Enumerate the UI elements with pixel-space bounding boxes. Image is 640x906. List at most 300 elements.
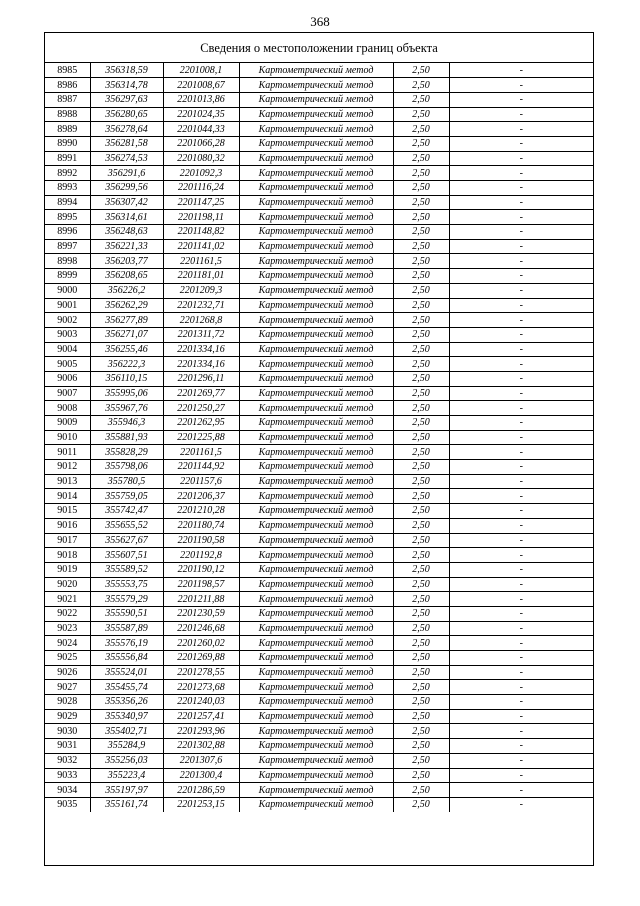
x-coordinate-cell: 356291,6 bbox=[90, 166, 163, 181]
accuracy-cell: 2,50 bbox=[393, 474, 449, 489]
accuracy-cell: 2,50 bbox=[393, 724, 449, 739]
point-number-cell: 9031 bbox=[45, 739, 90, 754]
method-cell: Картометрический метод bbox=[239, 225, 393, 240]
table-row bbox=[45, 195, 593, 210]
x-coordinate-cell: 355197,97 bbox=[90, 783, 163, 798]
point-number-cell: 9024 bbox=[45, 636, 90, 651]
point-number-cell: 8986 bbox=[45, 78, 90, 93]
accuracy-cell: 2,50 bbox=[393, 592, 449, 607]
x-coordinate-cell: 356222,3 bbox=[90, 357, 163, 372]
table-row bbox=[45, 665, 593, 680]
description-cell: - bbox=[449, 562, 593, 577]
accuracy-cell: 2,50 bbox=[393, 562, 449, 577]
table-row bbox=[45, 122, 593, 137]
y-coordinate-cell: 2201293,96 bbox=[163, 724, 239, 739]
y-coordinate-cell: 2201198,11 bbox=[163, 210, 239, 225]
accuracy-cell: 2,50 bbox=[393, 460, 449, 475]
table-row bbox=[45, 445, 593, 460]
x-coordinate-cell: 355223,4 bbox=[90, 768, 163, 783]
y-coordinate-cell: 2201278,55 bbox=[163, 665, 239, 680]
table-row bbox=[45, 210, 593, 225]
y-coordinate-cell: 2201157,6 bbox=[163, 474, 239, 489]
method-cell: Картометрический метод bbox=[239, 210, 393, 225]
description-cell: - bbox=[449, 606, 593, 621]
method-cell: Картометрический метод bbox=[239, 651, 393, 666]
method-cell: Картометрический метод bbox=[239, 665, 393, 680]
accuracy-cell: 2,50 bbox=[393, 357, 449, 372]
description-cell: - bbox=[449, 416, 593, 431]
method-cell: Картометрический метод bbox=[239, 548, 393, 563]
method-cell: Картометрический метод bbox=[239, 416, 393, 431]
x-coordinate-cell: 356278,64 bbox=[90, 122, 163, 137]
point-number-cell: 9018 bbox=[45, 548, 90, 563]
description-cell: - bbox=[449, 665, 593, 680]
y-coordinate-cell: 2201232,71 bbox=[163, 298, 239, 313]
y-coordinate-cell: 2201250,27 bbox=[163, 401, 239, 416]
method-cell: Картометрический метод bbox=[239, 474, 393, 489]
description-cell: - bbox=[449, 342, 593, 357]
point-number-cell: 8987 bbox=[45, 92, 90, 107]
method-cell: Картометрический метод bbox=[239, 283, 393, 298]
accuracy-cell: 2,50 bbox=[393, 665, 449, 680]
y-coordinate-cell: 2201116,24 bbox=[163, 181, 239, 196]
accuracy-cell: 2,50 bbox=[393, 181, 449, 196]
x-coordinate-cell: 355798,06 bbox=[90, 460, 163, 475]
point-number-cell: 9006 bbox=[45, 371, 90, 386]
method-cell: Картометрический метод bbox=[239, 239, 393, 254]
point-number-cell: 8998 bbox=[45, 254, 90, 269]
description-cell: - bbox=[449, 210, 593, 225]
accuracy-cell: 2,50 bbox=[393, 210, 449, 225]
x-coordinate-cell: 356297,63 bbox=[90, 92, 163, 107]
page-number: 368 bbox=[310, 14, 330, 29]
description-cell: - bbox=[449, 254, 593, 269]
y-coordinate-cell: 2201307,6 bbox=[163, 753, 239, 768]
accuracy-cell: 2,50 bbox=[393, 63, 449, 78]
method-cell: Картометрический метод bbox=[239, 386, 393, 401]
accuracy-cell: 2,50 bbox=[393, 533, 449, 548]
table-row bbox=[45, 651, 593, 666]
table-row bbox=[45, 298, 593, 313]
table-row bbox=[45, 695, 593, 710]
method-cell: Картометрический метод bbox=[239, 489, 393, 504]
x-coordinate-cell: 356277,89 bbox=[90, 313, 163, 328]
x-coordinate-cell: 355356,26 bbox=[90, 695, 163, 710]
point-number-cell: 8992 bbox=[45, 166, 90, 181]
description-cell: - bbox=[449, 166, 593, 181]
method-cell: Картометрический метод bbox=[239, 269, 393, 284]
method-cell: Картометрический метод bbox=[239, 181, 393, 196]
description-cell: - bbox=[449, 107, 593, 122]
x-coordinate-cell: 355607,51 bbox=[90, 548, 163, 563]
accuracy-cell: 2,50 bbox=[393, 298, 449, 313]
table-row bbox=[45, 225, 593, 240]
accuracy-cell: 2,50 bbox=[393, 107, 449, 122]
accuracy-cell: 2,50 bbox=[393, 313, 449, 328]
table-row bbox=[45, 239, 593, 254]
x-coordinate-cell: 356299,56 bbox=[90, 181, 163, 196]
point-number-cell: 9021 bbox=[45, 592, 90, 607]
description-cell: - bbox=[449, 460, 593, 475]
x-coordinate-cell: 355655,52 bbox=[90, 518, 163, 533]
point-number-cell: 9033 bbox=[45, 768, 90, 783]
table-row bbox=[45, 254, 593, 269]
method-cell: Картометрический метод bbox=[239, 518, 393, 533]
table-row bbox=[45, 753, 593, 768]
accuracy-cell: 2,50 bbox=[393, 371, 449, 386]
y-coordinate-cell: 2201141,02 bbox=[163, 239, 239, 254]
accuracy-cell: 2,50 bbox=[393, 416, 449, 431]
accuracy-cell: 2,50 bbox=[393, 92, 449, 107]
accuracy-cell: 2,50 bbox=[393, 166, 449, 181]
accuracy-cell: 2,50 bbox=[393, 753, 449, 768]
y-coordinate-cell: 2201269,77 bbox=[163, 386, 239, 401]
point-number-cell: 9022 bbox=[45, 606, 90, 621]
table-row bbox=[45, 313, 593, 328]
method-cell: Картометрический метод bbox=[239, 709, 393, 724]
x-coordinate-cell: 355589,52 bbox=[90, 562, 163, 577]
accuracy-cell: 2,50 bbox=[393, 254, 449, 269]
x-coordinate-cell: 356314,78 bbox=[90, 78, 163, 93]
table-row bbox=[45, 371, 593, 386]
description-cell: - bbox=[449, 474, 593, 489]
method-cell: Картометрический метод bbox=[239, 107, 393, 122]
point-number-cell: 8995 bbox=[45, 210, 90, 225]
table-row bbox=[45, 78, 593, 93]
accuracy-cell: 2,50 bbox=[393, 122, 449, 137]
y-coordinate-cell: 2201311,72 bbox=[163, 327, 239, 342]
point-number-cell: 9020 bbox=[45, 577, 90, 592]
description-cell: - bbox=[449, 504, 593, 519]
table-row bbox=[45, 357, 593, 372]
point-number-cell: 9030 bbox=[45, 724, 90, 739]
method-cell: Картометрический метод bbox=[239, 680, 393, 695]
x-coordinate-cell: 356110,15 bbox=[90, 371, 163, 386]
accuracy-cell: 2,50 bbox=[393, 151, 449, 166]
description-cell: - bbox=[449, 386, 593, 401]
y-coordinate-cell: 2201209,3 bbox=[163, 283, 239, 298]
y-coordinate-cell: 2201240,03 bbox=[163, 695, 239, 710]
x-coordinate-cell: 355524,01 bbox=[90, 665, 163, 680]
x-coordinate-cell: 356271,07 bbox=[90, 327, 163, 342]
accuracy-cell: 2,50 bbox=[393, 636, 449, 651]
description-cell: - bbox=[449, 577, 593, 592]
y-coordinate-cell: 2201302,88 bbox=[163, 739, 239, 754]
method-cell: Картометрический метод bbox=[239, 577, 393, 592]
description-cell: - bbox=[449, 430, 593, 445]
accuracy-cell: 2,50 bbox=[393, 680, 449, 695]
x-coordinate-cell: 356280,65 bbox=[90, 107, 163, 122]
accuracy-cell: 2,50 bbox=[393, 342, 449, 357]
y-coordinate-cell: 2201262,95 bbox=[163, 416, 239, 431]
y-coordinate-cell: 2201260,02 bbox=[163, 636, 239, 651]
x-coordinate-cell: 356274,53 bbox=[90, 151, 163, 166]
y-coordinate-cell: 2201180,74 bbox=[163, 518, 239, 533]
description-cell: - bbox=[449, 151, 593, 166]
method-cell: Картометрический метод bbox=[239, 92, 393, 107]
point-number-cell: 8994 bbox=[45, 195, 90, 210]
description-cell: - bbox=[449, 724, 593, 739]
point-number-cell: 9011 bbox=[45, 445, 90, 460]
y-coordinate-cell: 2201144,92 bbox=[163, 460, 239, 475]
boundary-table-frame bbox=[44, 32, 594, 866]
method-cell: Картометрический метод bbox=[239, 342, 393, 357]
x-coordinate-cell: 355402,71 bbox=[90, 724, 163, 739]
table-row bbox=[45, 166, 593, 181]
accuracy-cell: 2,50 bbox=[393, 269, 449, 284]
y-coordinate-cell: 2201161,5 bbox=[163, 254, 239, 269]
point-number-cell: 9008 bbox=[45, 401, 90, 416]
table-row bbox=[45, 592, 593, 607]
point-number-cell: 9012 bbox=[45, 460, 90, 475]
description-cell: - bbox=[449, 783, 593, 798]
table-row bbox=[45, 401, 593, 416]
x-coordinate-cell: 356281,58 bbox=[90, 136, 163, 151]
accuracy-cell: 2,50 bbox=[393, 504, 449, 519]
point-number-cell: 9007 bbox=[45, 386, 90, 401]
table-row bbox=[45, 283, 593, 298]
method-cell: Картометрический метод bbox=[239, 166, 393, 181]
point-number-cell: 9034 bbox=[45, 783, 90, 798]
x-coordinate-cell: 356248,63 bbox=[90, 225, 163, 240]
accuracy-cell: 2,50 bbox=[393, 606, 449, 621]
point-number-cell: 8989 bbox=[45, 122, 90, 137]
x-coordinate-cell: 355881,93 bbox=[90, 430, 163, 445]
accuracy-cell: 2,50 bbox=[393, 709, 449, 724]
y-coordinate-cell: 2201210,28 bbox=[163, 504, 239, 519]
description-cell: - bbox=[449, 636, 593, 651]
point-number-cell: 9025 bbox=[45, 651, 90, 666]
description-cell: - bbox=[449, 122, 593, 137]
y-coordinate-cell: 2201198,57 bbox=[163, 577, 239, 592]
y-coordinate-cell: 2201286,59 bbox=[163, 783, 239, 798]
table-row bbox=[45, 518, 593, 533]
x-coordinate-cell: 355946,3 bbox=[90, 416, 163, 431]
y-coordinate-cell: 2201024,35 bbox=[163, 107, 239, 122]
point-number-cell: 9013 bbox=[45, 474, 90, 489]
accuracy-cell: 2,50 bbox=[393, 327, 449, 342]
accuracy-cell: 2,50 bbox=[393, 797, 449, 812]
x-coordinate-cell: 356203,77 bbox=[90, 254, 163, 269]
accuracy-cell: 2,50 bbox=[393, 768, 449, 783]
description-cell: - bbox=[449, 78, 593, 93]
table-row bbox=[45, 269, 593, 284]
description-cell: - bbox=[449, 651, 593, 666]
y-coordinate-cell: 2201225,88 bbox=[163, 430, 239, 445]
point-number-cell: 9003 bbox=[45, 327, 90, 342]
y-coordinate-cell: 2201211,88 bbox=[163, 592, 239, 607]
accuracy-cell: 2,50 bbox=[393, 548, 449, 563]
y-coordinate-cell: 2201300,4 bbox=[163, 768, 239, 783]
description-cell: - bbox=[449, 239, 593, 254]
x-coordinate-cell: 355759,05 bbox=[90, 489, 163, 504]
description-cell: - bbox=[449, 797, 593, 812]
x-coordinate-cell: 356255,46 bbox=[90, 342, 163, 357]
point-number-cell: 9015 bbox=[45, 504, 90, 519]
method-cell: Картометрический метод bbox=[239, 636, 393, 651]
point-number-cell: 9017 bbox=[45, 533, 90, 548]
accuracy-cell: 2,50 bbox=[393, 621, 449, 636]
table-row bbox=[45, 709, 593, 724]
description-cell: - bbox=[449, 225, 593, 240]
method-cell: Картометрический метод bbox=[239, 136, 393, 151]
method-cell: Картометрический метод bbox=[239, 797, 393, 812]
description-cell: - bbox=[449, 181, 593, 196]
y-coordinate-cell: 2201257,41 bbox=[163, 709, 239, 724]
y-coordinate-cell: 2201190,12 bbox=[163, 562, 239, 577]
method-cell: Картометрический метод bbox=[239, 78, 393, 93]
point-number-cell: 8985 bbox=[45, 63, 90, 78]
accuracy-cell: 2,50 bbox=[393, 518, 449, 533]
y-coordinate-cell: 2201296,11 bbox=[163, 371, 239, 386]
point-number-cell: 9028 bbox=[45, 695, 90, 710]
x-coordinate-cell: 356221,33 bbox=[90, 239, 163, 254]
method-cell: Картометрический метод bbox=[239, 357, 393, 372]
point-number-cell: 9002 bbox=[45, 313, 90, 328]
description-cell: - bbox=[449, 768, 593, 783]
table-row bbox=[45, 430, 593, 445]
point-number-cell: 8997 bbox=[45, 239, 90, 254]
method-cell: Картометрический метод bbox=[239, 695, 393, 710]
table-title: Сведения о местоположении границ объекта bbox=[45, 33, 593, 63]
point-number-cell: 9004 bbox=[45, 342, 90, 357]
method-cell: Картометрический метод bbox=[239, 195, 393, 210]
x-coordinate-cell: 356208,65 bbox=[90, 269, 163, 284]
accuracy-cell: 2,50 bbox=[393, 651, 449, 666]
point-number-cell: 8993 bbox=[45, 181, 90, 196]
table-row bbox=[45, 621, 593, 636]
point-number-cell: 9016 bbox=[45, 518, 90, 533]
y-coordinate-cell: 2201206,37 bbox=[163, 489, 239, 504]
description-cell: - bbox=[449, 313, 593, 328]
x-coordinate-cell: 355995,06 bbox=[90, 386, 163, 401]
point-number-cell: 9032 bbox=[45, 753, 90, 768]
x-coordinate-cell: 355553,75 bbox=[90, 577, 163, 592]
x-coordinate-cell: 355340,97 bbox=[90, 709, 163, 724]
description-cell: - bbox=[449, 445, 593, 460]
method-cell: Картометрический метод bbox=[239, 504, 393, 519]
table-row bbox=[45, 416, 593, 431]
accuracy-cell: 2,50 bbox=[393, 445, 449, 460]
method-cell: Картометрический метод bbox=[239, 327, 393, 342]
method-cell: Картометрический метод bbox=[239, 739, 393, 754]
point-number-cell: 8991 bbox=[45, 151, 90, 166]
y-coordinate-cell: 2201230,59 bbox=[163, 606, 239, 621]
table-row bbox=[45, 136, 593, 151]
method-cell: Картометрический метод bbox=[239, 313, 393, 328]
table-row bbox=[45, 739, 593, 754]
point-number-cell: 9001 bbox=[45, 298, 90, 313]
accuracy-cell: 2,50 bbox=[393, 783, 449, 798]
point-number-cell: 9026 bbox=[45, 665, 90, 680]
accuracy-cell: 2,50 bbox=[393, 695, 449, 710]
method-cell: Картометрический метод bbox=[239, 401, 393, 416]
point-number-cell: 9000 bbox=[45, 283, 90, 298]
table-row bbox=[45, 92, 593, 107]
x-coordinate-cell: 355967,76 bbox=[90, 401, 163, 416]
table-row bbox=[45, 327, 593, 342]
x-coordinate-cell: 355780,5 bbox=[90, 474, 163, 489]
method-cell: Картометрический метод bbox=[239, 460, 393, 475]
y-coordinate-cell: 2201008,67 bbox=[163, 78, 239, 93]
description-cell: - bbox=[449, 136, 593, 151]
description-cell: - bbox=[449, 195, 593, 210]
accuracy-cell: 2,50 bbox=[393, 283, 449, 298]
table-row bbox=[45, 151, 593, 166]
method-cell: Картометрический метод bbox=[239, 533, 393, 548]
x-coordinate-cell: 355627,67 bbox=[90, 533, 163, 548]
accuracy-cell: 2,50 bbox=[393, 577, 449, 592]
table-row bbox=[45, 107, 593, 122]
x-coordinate-cell: 355256,03 bbox=[90, 753, 163, 768]
table-row bbox=[45, 577, 593, 592]
description-cell: - bbox=[449, 92, 593, 107]
x-coordinate-cell: 356307,42 bbox=[90, 195, 163, 210]
point-number-cell: 8999 bbox=[45, 269, 90, 284]
description-cell: - bbox=[449, 695, 593, 710]
accuracy-cell: 2,50 bbox=[393, 136, 449, 151]
method-cell: Картометрический метод bbox=[239, 254, 393, 269]
accuracy-cell: 2,50 bbox=[393, 386, 449, 401]
table-row bbox=[45, 562, 593, 577]
description-cell: - bbox=[449, 739, 593, 754]
y-coordinate-cell: 2201066,28 bbox=[163, 136, 239, 151]
point-number-cell: 8988 bbox=[45, 107, 90, 122]
x-coordinate-cell: 355161,74 bbox=[90, 797, 163, 812]
description-cell: - bbox=[449, 709, 593, 724]
y-coordinate-cell: 2201161,5 bbox=[163, 445, 239, 460]
y-coordinate-cell: 2201192,8 bbox=[163, 548, 239, 563]
x-coordinate-cell: 355590,51 bbox=[90, 606, 163, 621]
table-row bbox=[45, 63, 593, 78]
table-row bbox=[45, 181, 593, 196]
y-coordinate-cell: 2201008,1 bbox=[163, 63, 239, 78]
x-coordinate-cell: 355742,47 bbox=[90, 504, 163, 519]
point-number-cell: 9035 bbox=[45, 797, 90, 812]
description-cell: - bbox=[449, 298, 593, 313]
table-row bbox=[45, 386, 593, 401]
method-cell: Картометрический метод bbox=[239, 768, 393, 783]
method-cell: Картометрический метод bbox=[239, 783, 393, 798]
table-row bbox=[45, 342, 593, 357]
method-cell: Картометрический метод bbox=[239, 122, 393, 137]
description-cell: - bbox=[449, 621, 593, 636]
description-cell: - bbox=[449, 533, 593, 548]
point-number-cell: 9027 bbox=[45, 680, 90, 695]
table-row bbox=[45, 533, 593, 548]
method-cell: Картометрический метод bbox=[239, 151, 393, 166]
x-coordinate-cell: 355284,9 bbox=[90, 739, 163, 754]
y-coordinate-cell: 2201147,25 bbox=[163, 195, 239, 210]
y-coordinate-cell: 2201253,15 bbox=[163, 797, 239, 812]
description-cell: - bbox=[449, 518, 593, 533]
description-cell: - bbox=[449, 357, 593, 372]
point-number-cell: 8996 bbox=[45, 225, 90, 240]
accuracy-cell: 2,50 bbox=[393, 739, 449, 754]
method-cell: Картометрический метод bbox=[239, 753, 393, 768]
point-number-cell: 8990 bbox=[45, 136, 90, 151]
table-row bbox=[45, 724, 593, 739]
table-row bbox=[45, 504, 593, 519]
point-number-cell: 9023 bbox=[45, 621, 90, 636]
x-coordinate-cell: 355828,29 bbox=[90, 445, 163, 460]
table-row bbox=[45, 768, 593, 783]
method-cell: Картометрический метод bbox=[239, 621, 393, 636]
table-row bbox=[45, 783, 593, 798]
table-row bbox=[45, 636, 593, 651]
method-cell: Картометрический метод bbox=[239, 445, 393, 460]
method-cell: Картометрический метод bbox=[239, 298, 393, 313]
